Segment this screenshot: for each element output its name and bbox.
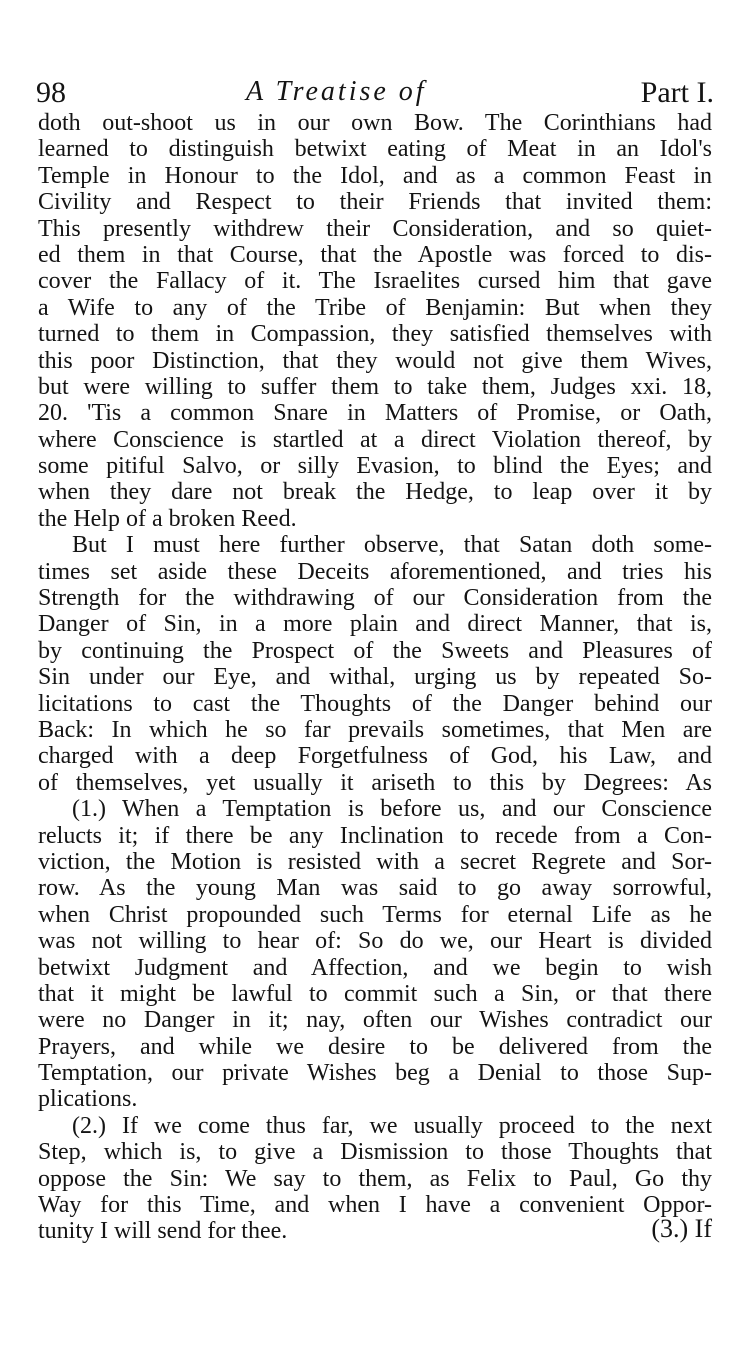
text-line: Temple in Honour to the Idol, and as a common Feast in <box>38 162 712 189</box>
text-line: ed them in that Course, that the Apostle was forced to dis- <box>38 241 712 268</box>
text-line: but were willing to suffer them to take them, Judges xxi. 18, <box>38 373 712 400</box>
text-line: Strength for the withdrawing of our Consideration from the <box>38 585 712 612</box>
text-line: was not willing to hear of: So do we, our Heart is divided <box>38 928 712 955</box>
text-line: Prayers, and while we desire to be delivered from the <box>38 1033 712 1060</box>
text-line: the Help of a broken Reed. <box>38 505 297 532</box>
text-line: Temptation, our private Wishes beg a Denial to those Sup- <box>38 1060 712 1087</box>
text-line: were no Danger in it; nay, often our Wishes contradict our <box>38 1007 712 1034</box>
text-line: This presently withdrew their Consideration, and so quiet- <box>38 215 712 242</box>
text-line: But I must here further observe, that Satan doth some- <box>72 532 712 559</box>
text-line: of themselves, yet usually it ariseth to this by Degrees: As <box>38 769 712 796</box>
text-line: tunity I will send for thee. <box>38 1218 288 1245</box>
text-line: doth out-shoot us in our own Bow. The Corinthians had <box>38 110 712 136</box>
catchword: (3.) If <box>651 1214 712 1243</box>
text-line: a Wife to any of the Tribe of Benjamin: But when they <box>38 294 712 321</box>
text-line: licitations to cast the Thoughts of the Danger behind our <box>38 690 712 717</box>
text-line: (1.) When a Temptation is before us, and our Conscience <box>72 796 712 823</box>
text-line: times set aside these Deceits aforementioned, and tries his <box>38 558 712 585</box>
text-line: Civility and Respect to their Friends that invited them: <box>38 189 712 216</box>
text-line: Sin under our Eye, and withal, urging us by repeated So- <box>38 664 712 691</box>
page-number: 98 <box>36 76 66 109</box>
text-line: learned to distinguish betwixt eating of Meat in an Idol's <box>38 136 712 163</box>
body-text <box>38 110 712 1245</box>
text-line: where Conscience is startled at a direct Violation thereof, by <box>38 426 712 453</box>
text-line: row. As the young Man was said to go away sorrowful, <box>38 875 712 902</box>
text-line: by continuing the Prospect of the Sweets and Pleasures of <box>38 637 712 664</box>
text-line: when Christ propounded such Terms for eternal Life as he <box>38 901 712 928</box>
text-line: Way for this Time, and when I have a convenient Oppor- <box>38 1192 712 1219</box>
text-line: viction, the Motion is resisted with a secret Regrete and Sor- <box>38 848 712 875</box>
text-line: turned to them in Compassion, they satisfied themselves with <box>38 321 712 348</box>
text-line: oppose the Sin: We say to them, as Felix to Paul, Go thy <box>38 1165 712 1192</box>
text-line: this poor Distinction, that they would not give them Wives, <box>38 347 712 374</box>
text-line: charged with a deep Forgetfulness of God, his Law, and <box>38 743 712 770</box>
text-line: relucts it; if there be any Inclination to recede from a Con- <box>38 822 712 849</box>
text-line: Back: In which he so far prevails sometimes, that Men are <box>38 716 712 743</box>
text-line: plications. <box>38 1086 138 1113</box>
text-line: betwixt Judgment and Affection, and we begin to wish <box>38 954 712 981</box>
text-line: (2.) If we come thus far, we usually proceed to the next <box>72 1112 712 1139</box>
text-line: that it might be lawful to commit such a Sin, or that there <box>38 980 712 1007</box>
text-line: Step, which is, to give a Dismission to those Thoughts that <box>38 1139 712 1166</box>
text-line: some pitiful Salvo, or silly Evasion, to blind the Eyes; and <box>38 453 712 480</box>
text-line: cover the Fallacy of it. The Israelites cursed him that gave <box>38 268 712 295</box>
text-line: when they dare not break the Hedge, to leap over it by <box>38 479 712 506</box>
part-label: Part I. <box>640 76 714 109</box>
running-title: A Treatise of <box>246 76 427 107</box>
text-line: 20. 'Tis a common Snare in Matters of Promise, or Oath, <box>38 400 712 427</box>
text-line: Danger of Sin, in a more plain and direct Manner, that is, <box>38 611 712 638</box>
